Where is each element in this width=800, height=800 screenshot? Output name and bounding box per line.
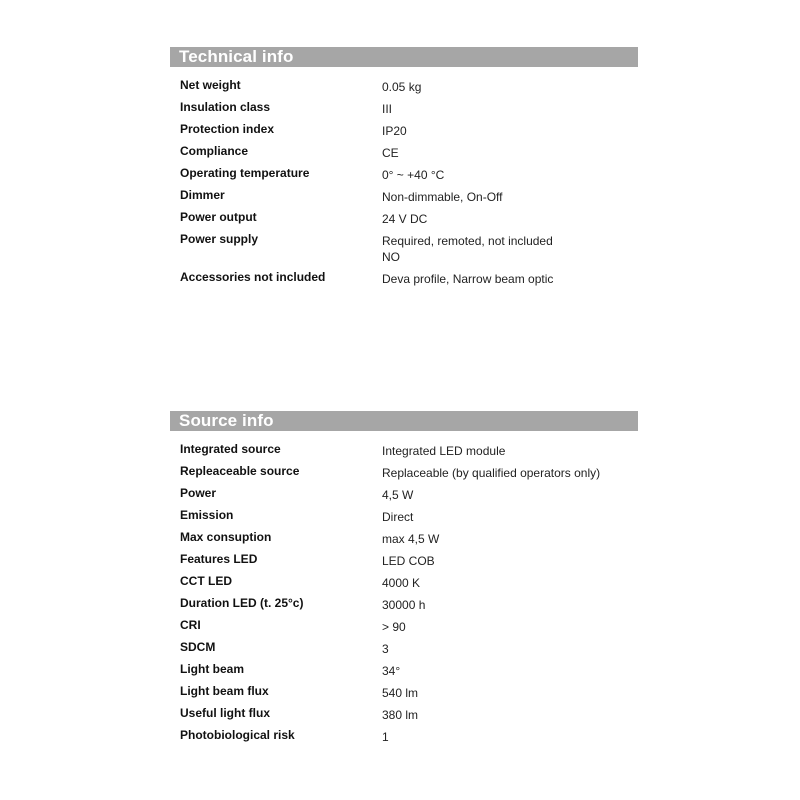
spec-label: Operating temperature [180,166,310,180]
spec-label: Repleaceable source [180,464,300,478]
spec-value [382,269,638,291]
spec-row [170,187,638,209]
spec-label: Protection index [180,122,275,136]
spec-row [170,617,638,639]
spec-value-line: Non-dimmable, On-Off [382,190,503,204]
spec-value [382,595,638,617]
spec-label: Integrated source [180,442,281,456]
spec-label: Compliance [180,144,249,158]
spec-label: Accessories not included [180,270,326,284]
spec-value [382,727,638,749]
spec-value-line: 0° ~ +40 °C [382,168,445,182]
spec-label: Max consuption [180,530,272,544]
spec-value [382,165,638,187]
spec-value-line: Replaceable (by qualified operators only) [382,466,601,480]
spec-row [170,551,638,573]
spec-row [170,143,638,165]
spec-label: CRI [180,618,201,632]
spec-row [170,705,638,727]
spec-row [170,595,638,617]
spec-value-line: III [382,102,393,116]
spec-row [170,639,638,661]
spec-value [382,639,638,661]
spec-row [170,727,638,749]
spec-value-line: NO [382,250,400,264]
spec-value [382,209,638,231]
spec-label: Features LED [180,552,258,566]
spec-value-line: LED COB [382,554,435,568]
spec-value [382,683,638,705]
spec-label: Photobiological risk [180,728,295,742]
technical-info-table [170,77,638,291]
spec-label: Net weight [180,78,241,92]
spec-value-line: 4000 K [382,576,421,590]
spec-value-line: 540 lm [382,686,419,700]
spec-value-line: max 4,5 W [382,532,440,546]
spec-value [382,143,638,165]
source-info-header: Source info [170,411,638,431]
spec-value [382,463,638,485]
spec-value [382,529,638,551]
spec-row [170,485,638,507]
spec-value [382,77,638,99]
spec-value-line: > 90 [382,620,406,634]
spec-row [170,529,638,551]
spec-label: Power output [180,210,257,224]
spec-label: Insulation class [180,100,271,114]
spec-value-line: Integrated LED module [382,444,506,458]
technical-info-section [170,47,638,291]
spec-value-line: 4,5 W [382,488,414,502]
spec-label: Useful light flux [180,706,270,720]
spec-value [382,441,638,463]
spec-label: SDCM [180,640,216,654]
spec-row [170,209,638,231]
spec-row [170,507,638,529]
spec-value-line: 30000 h [382,598,426,612]
spec-value [382,705,638,727]
spec-value [382,485,638,507]
spec-value-line: Deva profile, Narrow beam optic [382,272,554,286]
spec-row [170,77,638,99]
spec-value [382,507,638,529]
spec-value [382,551,638,573]
spec-label: Duration LED (t. 25°c) [180,596,304,610]
spec-value-line: Direct [382,510,414,524]
spec-value [382,231,638,269]
spec-label: Power [180,486,217,500]
spec-value-line: 0.05 kg [382,80,422,94]
spec-label: Light beam flux [180,684,269,698]
spec-label: CCT LED [180,574,232,588]
spec-row [170,683,638,705]
spec-value [382,573,638,595]
spec-value-line: 34° [382,664,401,678]
spec-row [170,121,638,143]
spec-value [382,99,638,121]
source-info-table [170,441,638,749]
spec-value [382,661,638,683]
spec-row [170,269,638,291]
spec-row [170,99,638,121]
spec-row [170,441,638,463]
spec-label: Dimmer [180,188,225,202]
spec-row [170,661,638,683]
spec-row [170,231,638,269]
spec-value [382,187,638,209]
source-info-section [170,411,638,749]
spec-value-line: CE [382,146,399,160]
technical-info-header: Technical info [170,47,638,67]
spec-value-line: 380 lm [382,708,419,722]
spec-row [170,573,638,595]
spec-value-line: 1 [382,730,389,744]
spec-value-line: 3 [382,642,389,656]
spec-value [382,617,638,639]
spec-value-line: IP20 [382,124,407,138]
spec-label: Light beam [180,662,245,676]
spec-label: Emission [180,508,234,522]
spec-value-line: 24 V DC [382,212,428,226]
spec-value [382,121,638,143]
spec-row [170,165,638,187]
spec-row [170,463,638,485]
spec-value-line: Required, remoted, not included [382,234,553,248]
spec-label: Power supply [180,232,259,246]
